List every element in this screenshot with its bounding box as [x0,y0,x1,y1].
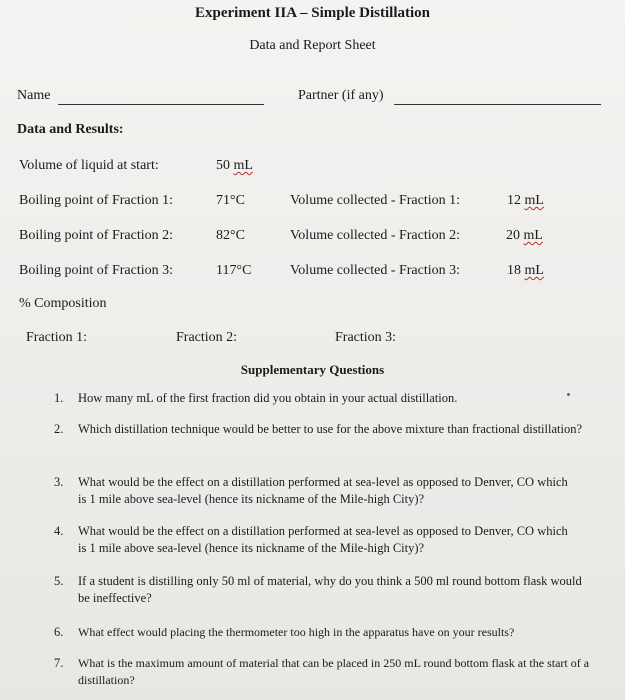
question-number: 3. [54,475,64,489]
page-title: Experiment IIA – Simple Distillation [194,5,430,21]
stray-dot [567,393,570,396]
vol-fraction-2-unit: mL [523,228,543,243]
name-input-line[interactable] [58,104,264,105]
vol-fraction-2-value-cell [506,228,543,244]
composition-fraction-1: Fraction 1: [26,330,88,345]
volume-start-unit: mL [233,158,253,173]
question-text: What is the maximum amount of material that can be placed in 250 mL round bottom flask at the start of a distillation? [78,656,590,687]
volume-start-label: Volume of liquid at start: [19,158,159,173]
question-number: 6. [54,625,64,639]
question-number: 5. [54,574,64,588]
composition-fraction-2: Fraction 2: [176,330,238,345]
composition-fraction-3: Fraction 3: [335,330,397,345]
partner-label: Partner (if any) [298,88,384,103]
question-number: 7. [54,656,64,670]
bp-fraction-1-value: 71°C [216,193,245,208]
bp-fraction-3-value: 117°C [216,263,252,278]
vol-fraction-3-label: Volume collected - Fraction 3: [290,263,461,278]
question-number: 2. [54,422,64,436]
vol-fraction-3-value: 18 [507,263,521,278]
vol-fraction-2-value: 20 [506,228,520,243]
bp-fraction-2-value: 82°C [216,228,245,243]
question-number: 4. [54,524,64,538]
question-text: What effect would placing the thermometer too high in the apparatus have on your results? [78,625,515,639]
volume-start-value-cell [216,158,253,174]
vol-fraction-3-unit: mL [524,263,544,278]
bp-fraction-2-label: Boiling point of Fraction 2: [19,228,173,243]
vol-fraction-1-label: Volume collected - Fraction 1: [290,193,461,208]
bp-fraction-1-label: Boiling point of Fraction 1: [19,193,173,208]
vol-fraction-1-value-cell [507,193,544,209]
vol-fraction-1-unit: mL [524,193,544,208]
partner-input-line[interactable] [394,104,601,105]
supplementary-heading: Supplementary Questions [240,362,385,377]
question-number: 1. [54,391,64,405]
vol-fraction-2-label: Volume collected - Fraction 2: [290,228,461,243]
name-label: Name [17,88,51,103]
vol-fraction-3-value-cell [507,263,544,279]
question-text: If a student is distilling only 50 ml of material, why do you think a 500 ml round bottom flask would be ineffective? [78,574,582,605]
volume-start-value: 50 [216,158,230,173]
data-results-heading: Data and Results: [17,122,124,137]
question-text: Which distillation technique would be better to use for the above mixture than fractional distillation? [78,422,583,436]
question-text: What would be the effect on a distillation performed at sea-level as opposed to Denver, CO which is 1 mile above sea-level (hence its nickname of the Mile-high City)? [78,524,568,555]
page-subtitle: Data and Report Sheet [249,38,376,53]
composition-label: % Composition [19,296,107,311]
question-text: What would be the effect on a distillation performed at sea-level as opposed to Denver, CO which is 1 mile above sea-level (hence its nickname of the Mile-high City)? [78,475,568,506]
vol-fraction-1-value: 12 [507,193,521,208]
bp-fraction-3-label: Boiling point of Fraction 3: [19,263,173,278]
question-text: How many mL of the first fraction did you obtain in your actual distillation. [78,391,458,405]
